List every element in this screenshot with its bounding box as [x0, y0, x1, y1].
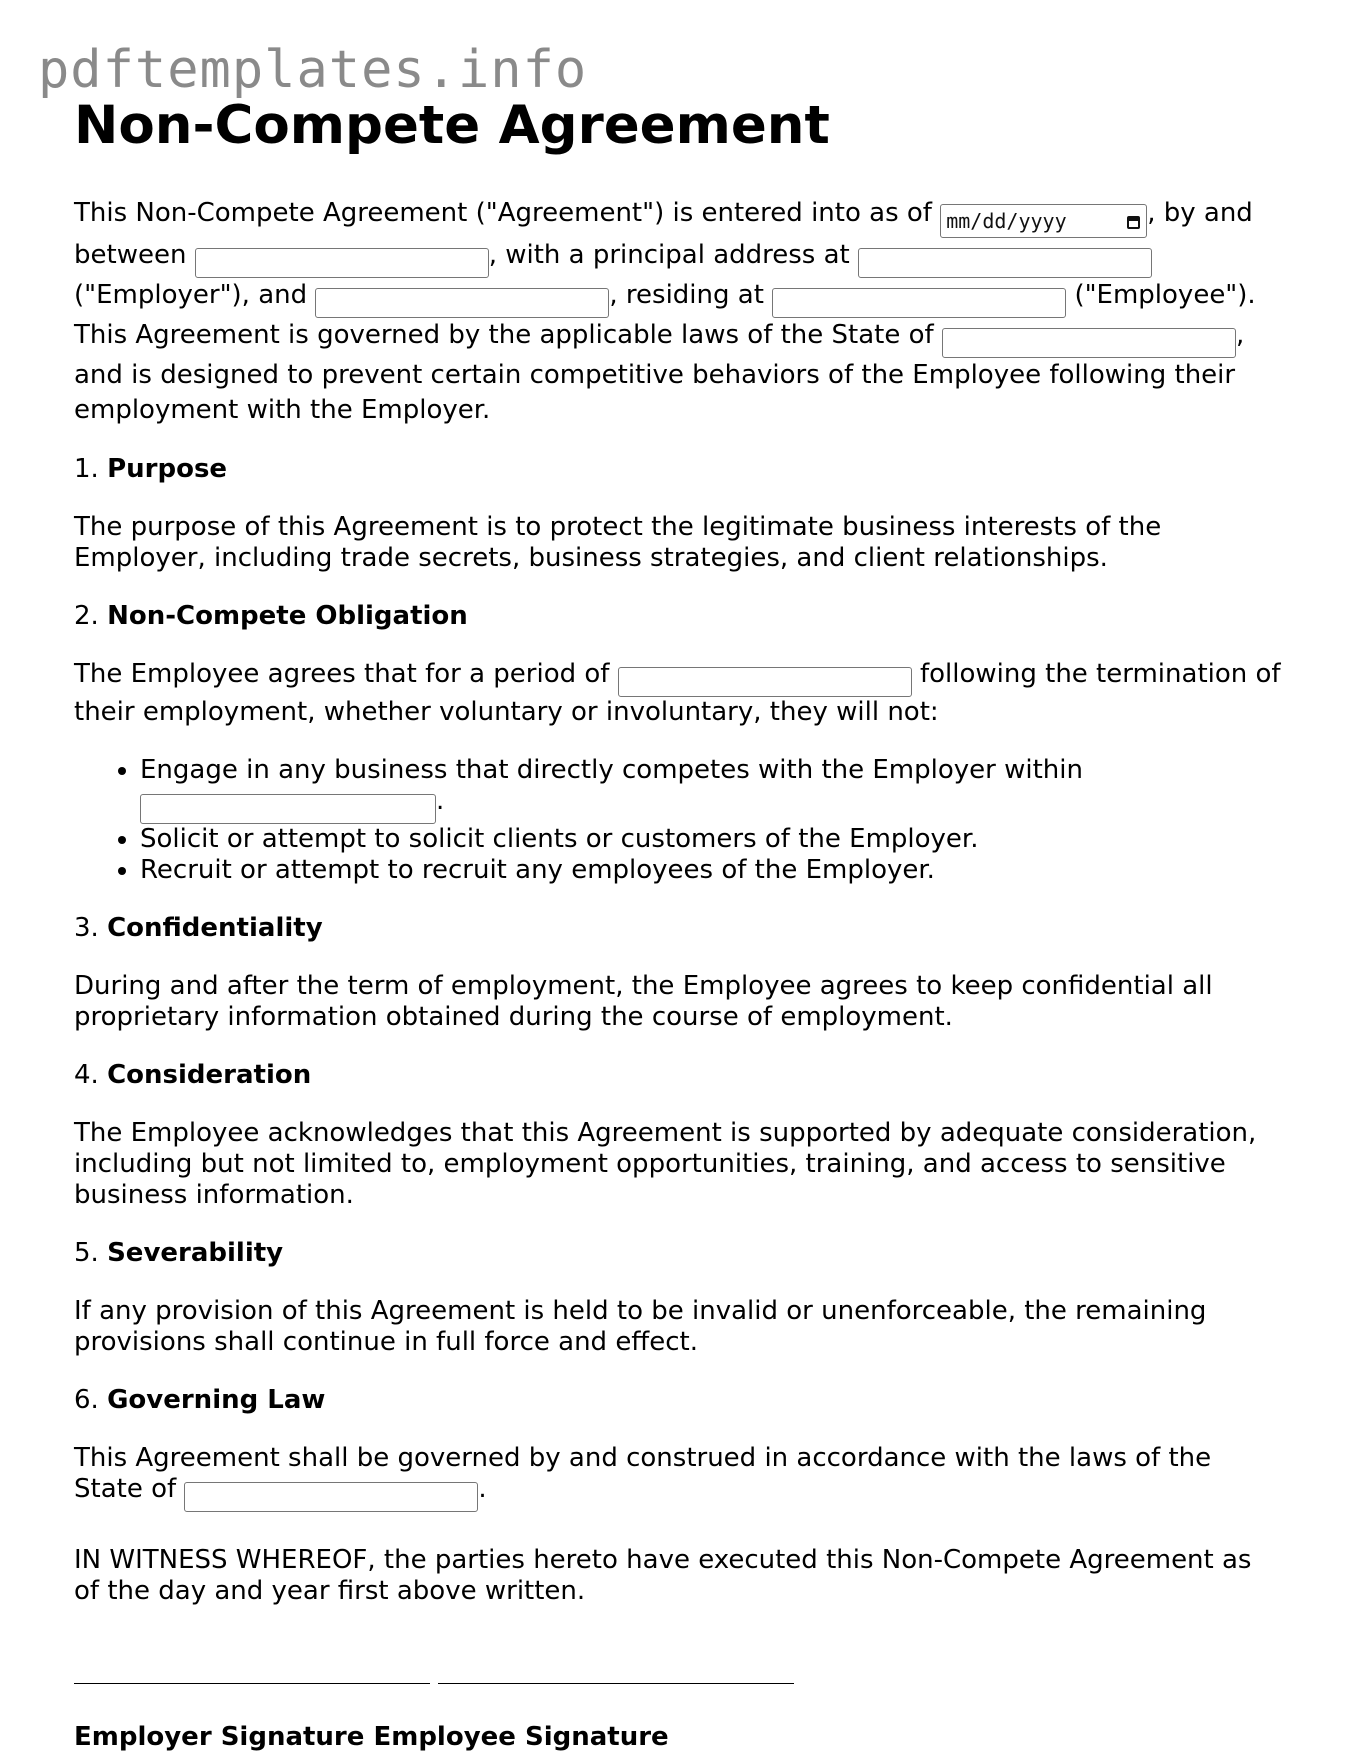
employee-signature-label: Employee Signature — [373, 1722, 669, 1753]
watermark: pdftemplates.info — [38, 40, 588, 100]
intro-paragraph — [74, 196, 1284, 427]
section-text-non-compete — [74, 659, 1284, 728]
intro-text-5: , residing at — [609, 280, 764, 311]
section-text-purpose: The purpose of this Agreement is to protect the legitimate business interests of the Employer, including trade secrets, business strategies, and client relationships. — [74, 512, 1162, 574]
intro-text-1: This Non-Compete Agreement ("Agreement") is entered into as of — [74, 198, 932, 228]
section-number: 6. — [74, 1385, 99, 1416]
list-item: • Solicit or attempt to solicit clients or customers of the Employer. — [140, 824, 1284, 855]
employer-name-input[interactable] — [195, 248, 489, 278]
non-compete-period-input[interactable] — [618, 667, 912, 697]
list-item-end: . — [436, 786, 445, 817]
competition-region-input[interactable] — [140, 794, 436, 824]
intro-text-7: , and is designed to prevent certain competitive behaviors of the Employee following their employment with the Employer. — [74, 320, 1245, 425]
non-compete-text-after: following the termination of their employment, whether voluntary or involuntary, they will not: — [74, 659, 1281, 728]
intro-text-4: ("Employer"), and — [74, 280, 308, 311]
signature-lines — [74, 1653, 1284, 1684]
non-compete-text-before: The Employee agrees that for a period of — [74, 659, 610, 690]
section-number: 4. — [74, 1060, 99, 1091]
section-number: 2. — [74, 601, 99, 632]
agreement-document — [74, 92, 1284, 1753]
date-placeholder: mm/dd/yyyy — [946, 209, 1067, 233]
calendar-icon[interactable] — [1127, 216, 1140, 229]
list-item: • Recruit or attempt to recruit any employees of the Employer. — [140, 855, 1284, 886]
agreement-date-input[interactable] — [940, 204, 1147, 238]
intro-text-3: , with a principal address at — [488, 240, 850, 271]
section-number: 3. — [74, 913, 99, 944]
section-title: Confidentiality — [107, 913, 323, 944]
employer-signature-line[interactable] — [74, 1659, 430, 1684]
list-item-text: Engage in any business that directly competes with the Employer within — [140, 755, 1083, 786]
page-title: Non-Compete Agreement — [74, 95, 830, 156]
section-title: Governing Law — [107, 1385, 326, 1416]
section-heading-consideration — [74, 1060, 1284, 1091]
section-title: Non-Compete Obligation — [107, 601, 468, 632]
section-number: 1. — [74, 454, 99, 485]
intro-text-6: ("Employee"). This Agreement is governed by the applicable laws of the State of — [74, 280, 1256, 351]
governing-law-state-input[interactable] — [184, 1482, 478, 1512]
witness-paragraph: IN WITNESS WHEREOF, the parties hereto have executed this Non-Compete Agreement as of the day and year first above written. — [74, 1545, 1252, 1607]
governing-law-text-after: . — [478, 1474, 487, 1505]
intro-text-2: , by and between — [74, 198, 1253, 271]
employer-signature-label: Employer Signature — [74, 1722, 365, 1753]
governing-law-text-before: This Agreement shall be governed by and construed in accordance with the laws of the State of — [74, 1443, 1212, 1505]
employee-signature-line[interactable] — [438, 1659, 794, 1684]
governing-state-input[interactable] — [942, 328, 1236, 358]
employee-address-input[interactable] — [772, 288, 1066, 318]
section-title: Consideration — [107, 1060, 312, 1091]
list-item — [140, 755, 1284, 824]
restrictions-list — [74, 755, 1284, 886]
employer-address-input[interactable] — [858, 248, 1152, 278]
section-text-severability: If any provision of this Agreement is held to be invalid or unenforceable, the remaining provisions shall continue in full force and effect. — [74, 1296, 1207, 1358]
section-heading-purpose — [74, 454, 1284, 485]
signature-labels — [74, 1722, 1284, 1753]
section-text-governing-law — [74, 1443, 1284, 1512]
section-number: 5. — [74, 1238, 99, 1269]
section-heading-non-compete — [74, 601, 1284, 632]
section-title: Purpose — [107, 454, 228, 485]
section-title: Severability — [107, 1238, 284, 1269]
section-heading-governing-law — [74, 1385, 1284, 1416]
section-heading-confidentiality — [74, 913, 1284, 944]
employee-name-input[interactable] — [315, 288, 609, 318]
section-heading-severability — [74, 1238, 1284, 1269]
section-text-consideration: The Employee acknowledges that this Agreement is supported by adequate consideration, including but not limited to, employment opportunities, training, and access to sensitive business information. — [74, 1118, 1257, 1211]
section-text-confidentiality: During and after the term of employment, the Employee agrees to keep confidential all proprietary information obtained during the course of employment. — [74, 971, 1213, 1033]
